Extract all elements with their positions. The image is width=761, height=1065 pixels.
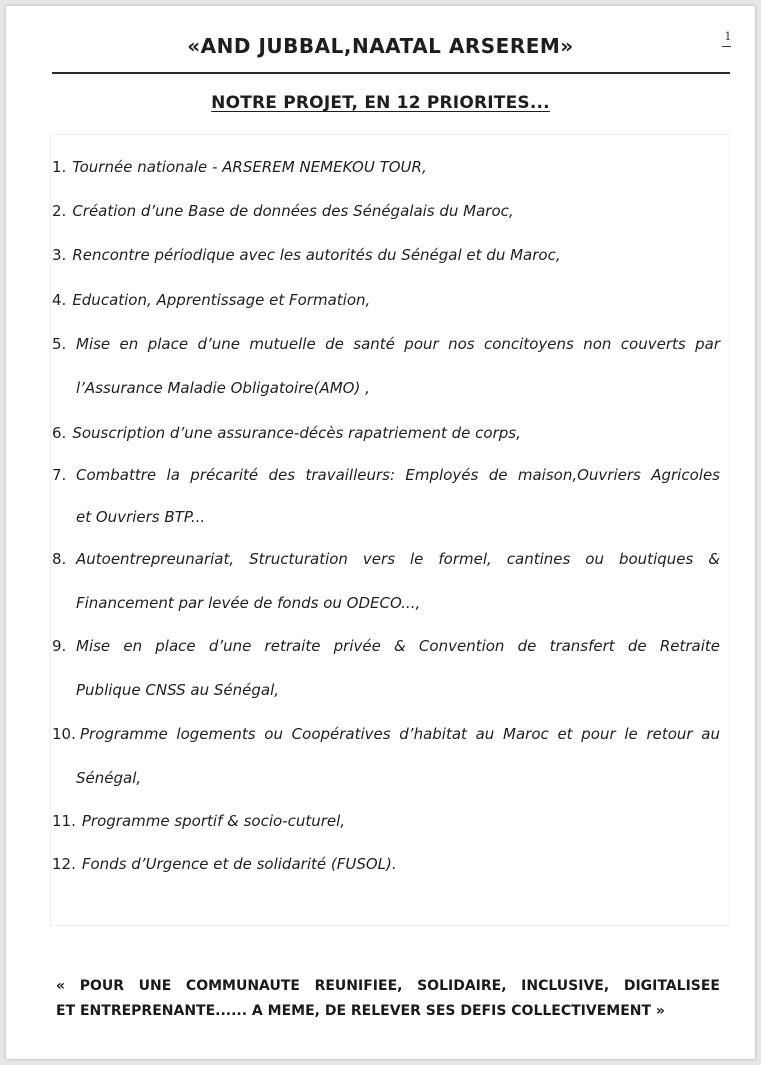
priority-text-continued: et Ouvriers BTP...: [76, 508, 206, 526]
priority-item: [76, 466, 720, 484]
priority-item-number: [52, 725, 82, 743]
priority-text-continued: l’Assurance Maladie Obligatoire(AMO) ,: [76, 379, 370, 397]
priority-text: Programme logements ou Coopératives d’habitat au Maroc et pour le retour au: [80, 725, 720, 743]
priority-number: 1.: [52, 158, 67, 176]
priority-item: [52, 812, 345, 830]
priority-number: 6.: [52, 424, 67, 442]
priority-item: [52, 202, 514, 220]
page-number: 1: [724, 30, 732, 43]
priority-text: Education, Apprentissage et Formation,: [72, 291, 371, 309]
priority-text-continued: Sénégal,: [76, 769, 142, 787]
motto-line-2: ET ENTREPRENANTE...... A MEME, DE RELEVER SES DEFIS COLLECTIVEMENT »: [56, 1003, 665, 1019]
priority-text: Création d’une Base de données des Sénégalais du Maroc,: [72, 202, 514, 220]
priority-number: 2.: [52, 202, 67, 220]
priority-number: 10.: [52, 725, 76, 743]
priority-item: [52, 855, 397, 873]
priority-number: 4.: [52, 291, 67, 309]
title-divider: [52, 72, 730, 74]
priority-text: Combattre la précarité des travailleurs: Employés de maison,Ouvriers Agricoles: [76, 466, 720, 484]
section-heading-text: NOTRE PROJET, EN 12 PRIORITES...: [211, 93, 550, 113]
priority-text: Tournée nationale - ARSEREM NEMEKOU TOUR,: [72, 158, 427, 176]
priority-item: [52, 158, 427, 176]
priority-text: Fonds d’Urgence et de solidarité (FUSOL).: [81, 855, 397, 873]
priority-item: [76, 550, 720, 568]
priority-text: Mise en place d’une retraite privée & Convention de transfert de Retraite: [76, 637, 720, 655]
priority-item: [52, 291, 370, 309]
priority-item: [76, 335, 720, 353]
priority-item-number: [52, 466, 72, 484]
document-title: «AND JUBBAL,NAATAL ARSEREM»: [187, 34, 574, 58]
priority-number: 12.: [52, 855, 76, 873]
priority-item-number: [52, 335, 72, 353]
priority-text: Programme sportif & socio-cuturel,: [81, 812, 346, 830]
motto-line-1: « POUR UNE COMMUNAUTE REUNIFIEE, SOLIDAIRE, INCLUSIVE, DIGITALISEE: [56, 978, 720, 994]
priority-item: [76, 637, 720, 655]
priority-item-number: [52, 550, 72, 568]
priority-number: 5.: [52, 335, 67, 353]
priority-text-continued: Financement par levée de fonds ou ODECO...,: [76, 594, 421, 612]
priority-number: 3.: [52, 246, 67, 264]
priority-item: [52, 424, 521, 442]
priority-text: Mise en place d’une mutuelle de santé pour nos concitoyens non couverts par: [76, 335, 720, 353]
priority-text: Rencontre périodique avec les autorités du Sénégal et du Maroc,: [72, 246, 561, 264]
section-heading: [0, 93, 761, 113]
priority-text: Autoentrepreunariat, Structuration vers le formel, cantines ou boutiques &: [76, 550, 720, 568]
priority-text: Souscription d’une assurance-décès rapatriement de corps,: [72, 424, 521, 442]
priority-number: 9.: [52, 637, 67, 655]
priority-text-continued: Publique CNSS au Sénégal,: [76, 681, 280, 699]
priority-item: [52, 246, 561, 264]
priority-number: 11.: [52, 812, 76, 830]
priority-item-number: [52, 637, 72, 655]
priority-number: 8.: [52, 550, 67, 568]
priority-item: [80, 725, 720, 743]
priority-number: 7.: [52, 466, 67, 484]
